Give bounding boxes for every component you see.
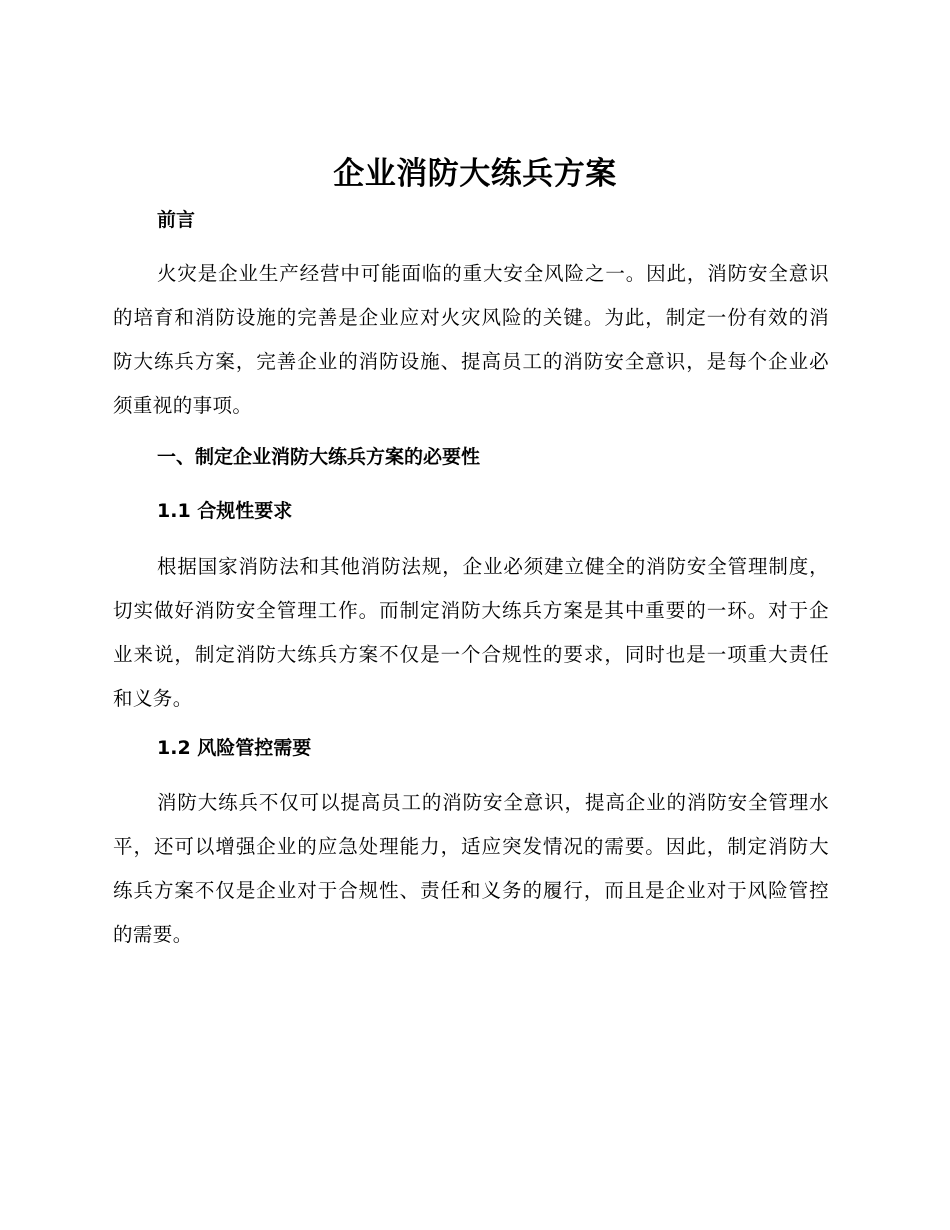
subsection-heading-1-2: 1.2 风险管控需要 [157,737,312,759]
section-heading-1: 一、制定企业消防大练兵方案的必要性 [157,446,481,468]
paragraph-preface: 火灾是企业生产经营中可能面临的重大安全风险之一。因此，消防安全意识的培育和消防设施的完善是企业应对火灾风险的关键。为此，制定一份有效的消防大练兵方案，完善企业的消防设施、提高员工的消防安全意识，是每个企业必须重视的事项。 [113,262,829,417]
document-title: 企业消防大练兵方案 [333,156,617,192]
paragraph-1-1: 根据国家消防法和其他消防法规，企业必须建立健全的消防安全管理制度，切实做好消防安全管理工作。而制定消防大练兵方案是其中重要的一环。对于企业来说，制定消防大练兵方案不仅是一个合规性的要求，同时也是一项重大责任和义务。 [113,555,829,710]
paragraph-1-2: 消防大练兵不仅可以提高员工的消防安全意识，提高企业的消防安全管理水平，还可以增强企业的应急处理能力，适应突发情况的需要。因此，制定消防大练兵方案不仅是企业对于合规性、责任和义务的履行，而且是企业对于风险管控的需要。 [113,791,829,946]
subsection-heading-1-1: 1.1 合规性要求 [157,500,293,522]
section-heading-preface: 前言 [157,209,196,231]
